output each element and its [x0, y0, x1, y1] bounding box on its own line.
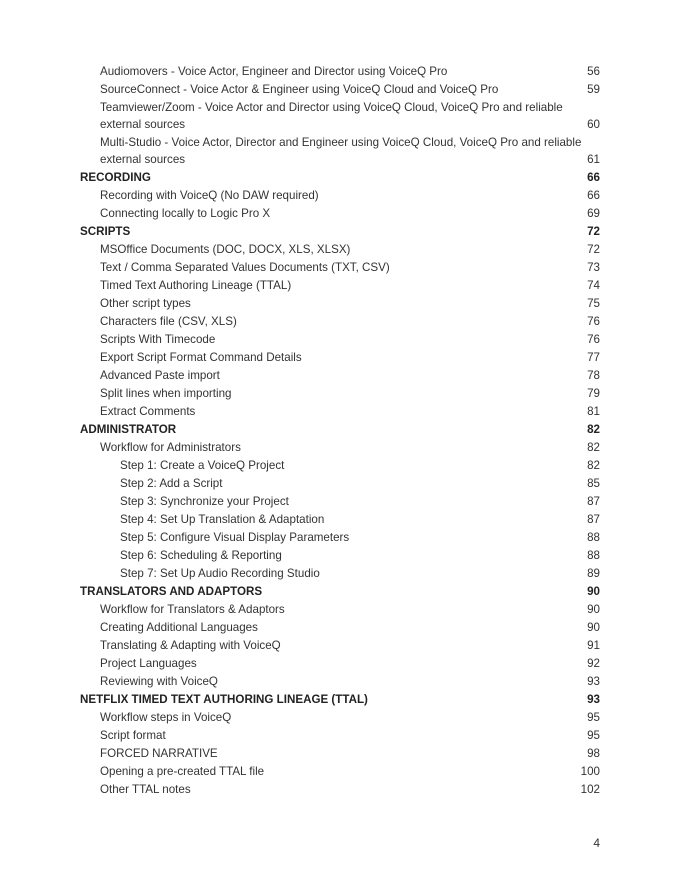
- toc-entry[interactable]: [80, 511, 600, 528]
- toc-entry-title: Recording with VoiceQ (No DAW required): [100, 189, 319, 202]
- page-number: 4: [593, 836, 600, 850]
- toc-entry-page: 74: [587, 279, 600, 292]
- toc-entry-page: 93: [587, 675, 600, 688]
- toc-entry[interactable]: [80, 709, 600, 726]
- toc-entry[interactable]: [80, 565, 600, 582]
- toc-entry[interactable]: [80, 619, 600, 636]
- toc-entry-title: Translating & Adapting with VoiceQ: [100, 639, 281, 652]
- toc-entry-title: Creating Additional Languages: [100, 621, 258, 634]
- toc-entry-title: Connecting locally to Logic Pro X: [100, 207, 271, 220]
- toc-entry-page: 92: [587, 657, 600, 670]
- toc-entry-page: 78: [587, 369, 600, 382]
- toc-entry-title: Audiomovers - Voice Actor, Engineer and Director using VoiceQ Pro: [100, 65, 448, 78]
- toc-entry-page: 95: [587, 729, 600, 742]
- toc-entry-title: TRANSLATORS AND ADAPTORS: [80, 585, 263, 598]
- toc-entry[interactable]: [80, 99, 600, 133]
- toc-entry-page: 102: [580, 783, 600, 796]
- toc-entry-title: SCRIPTS: [80, 225, 131, 238]
- toc-entry-page: 69: [587, 207, 600, 220]
- toc-entry-title: Step 1: Create a VoiceQ Project: [120, 459, 285, 472]
- toc-entry-page: 100: [580, 765, 600, 778]
- toc-entry[interactable]: [80, 727, 600, 744]
- toc-entry[interactable]: [80, 673, 600, 690]
- toc-entry[interactable]: [80, 331, 600, 348]
- toc-entry-page: 81: [587, 405, 600, 418]
- toc-entry[interactable]: [80, 457, 600, 474]
- toc-entry-title: ADMINISTRATOR: [80, 423, 177, 436]
- toc-entry-page: 59: [587, 83, 600, 96]
- toc-entry-page: 88: [587, 531, 600, 544]
- toc-entry-page: 89: [587, 567, 600, 580]
- toc-entry[interactable]: [80, 81, 600, 98]
- toc-entry-page: 61: [587, 153, 600, 166]
- toc-entry-page: 93: [587, 693, 600, 706]
- toc-entry-title: Step 6: Scheduling & Reporting: [120, 549, 282, 562]
- toc-entry[interactable]: [80, 439, 600, 456]
- table-of-contents: [80, 62, 600, 799]
- toc-entry[interactable]: [80, 781, 600, 798]
- toc-entry[interactable]: [80, 763, 600, 780]
- toc-entry[interactable]: [80, 547, 600, 564]
- toc-entry-title: Export Script Format Command Details: [100, 351, 302, 364]
- toc-section-heading[interactable]: [80, 583, 600, 600]
- toc-entry[interactable]: [80, 601, 600, 618]
- toc-entry-page: 91: [587, 639, 600, 652]
- toc-entry[interactable]: [80, 385, 600, 402]
- toc-entry[interactable]: [80, 205, 600, 222]
- toc-entry-title: FORCED NARRATIVE: [100, 747, 218, 760]
- toc-entry[interactable]: [80, 187, 600, 204]
- toc-entry[interactable]: [80, 655, 600, 672]
- toc-entry-title: Text / Comma Separated Values Documents (TXT, CSV): [100, 261, 390, 274]
- toc-entry-title: MSOffice Documents (DOC, DOCX, XLS, XLSX): [100, 243, 351, 256]
- toc-entry-title: Scripts With Timecode: [100, 333, 216, 346]
- toc-entry-page: 73: [587, 261, 600, 274]
- toc-entry-title: Multi-Studio - Voice Actor, Director and Engineer using VoiceQ Cloud, VoiceQ Pro and reliable external sources: [100, 136, 582, 166]
- toc-entry[interactable]: [80, 475, 600, 492]
- toc-entry[interactable]: [80, 241, 600, 258]
- toc-entry-page: 88: [587, 549, 600, 562]
- toc-entry-title: Other script types: [100, 297, 191, 310]
- toc-entry-title: Workflow for Translators & Adaptors: [100, 603, 285, 616]
- toc-entry-page: 56: [587, 65, 600, 78]
- toc-entry[interactable]: [80, 637, 600, 654]
- toc-entry-title: Step 3: Synchronize your Project: [120, 495, 289, 508]
- toc-entry-page: 77: [587, 351, 600, 364]
- toc-entry-title: Workflow for Administrators: [100, 441, 241, 454]
- toc-entry-page: 90: [587, 621, 600, 634]
- toc-entry-page: 98: [587, 747, 600, 760]
- toc-section-heading[interactable]: [80, 691, 600, 708]
- toc-entry[interactable]: [80, 277, 600, 294]
- toc-entry-page: 66: [587, 171, 600, 184]
- toc-entry-title: Extract Comments: [100, 405, 196, 418]
- toc-entry[interactable]: [80, 529, 600, 546]
- toc-entry-page: 79: [587, 387, 600, 400]
- toc-entry-page: 66: [587, 189, 600, 202]
- toc-entry-title: SourceConnect - Voice Actor & Engineer using VoiceQ Cloud and VoiceQ Pro: [100, 83, 499, 96]
- toc-entry[interactable]: [80, 259, 600, 276]
- toc-entry[interactable]: [80, 367, 600, 384]
- toc-entry-title: Workflow steps in VoiceQ: [100, 711, 232, 724]
- toc-entry-title: Step 7: Set Up Audio Recording Studio: [120, 567, 320, 580]
- toc-section-heading[interactable]: [80, 223, 600, 240]
- toc-entry-title: Step 4: Set Up Translation & Adaptation: [120, 513, 325, 526]
- toc-entry-page: 72: [587, 225, 600, 238]
- toc-entry-title: Split lines when importing: [100, 387, 232, 400]
- toc-entry[interactable]: [80, 403, 600, 420]
- toc-entry-page: 60: [587, 118, 600, 131]
- toc-entry-page: 76: [587, 333, 600, 346]
- toc-entry[interactable]: [80, 63, 600, 80]
- toc-entry-page: 75: [587, 297, 600, 310]
- toc-entry-page: 82: [587, 459, 600, 472]
- toc-entry[interactable]: [80, 295, 600, 312]
- toc-entry-title: Other TTAL notes: [100, 783, 191, 796]
- toc-entry-title: Step 2: Add a Script: [120, 477, 223, 490]
- toc-entry-title: Script format: [100, 729, 166, 742]
- toc-entry-page: 82: [587, 441, 600, 454]
- toc-entry-title: RECORDING: [80, 171, 151, 184]
- toc-section-heading[interactable]: [80, 421, 600, 438]
- toc-entry-title: Reviewing with VoiceQ: [100, 675, 218, 688]
- toc-entry-title: Step 5: Configure Visual Display Parameters: [120, 531, 350, 544]
- toc-entry-page: 87: [587, 495, 600, 508]
- toc-entry-page: 76: [587, 315, 600, 328]
- toc-entry-title: NETFLIX TIMED TEXT AUTHORING LINEAGE (TTAL): [80, 693, 368, 706]
- toc-entry[interactable]: [80, 134, 600, 168]
- toc-entry-page: 85: [587, 477, 600, 490]
- toc-entry-page: 87: [587, 513, 600, 526]
- toc-entry-title: Opening a pre-created TTAL file: [100, 765, 265, 778]
- toc-entry[interactable]: [80, 349, 600, 366]
- toc-entry[interactable]: [80, 313, 600, 330]
- toc-entry-title: Teamviewer/Zoom - Voice Actor and Director using VoiceQ Cloud, VoiceQ Pro and reliable external sources: [100, 101, 563, 131]
- toc-entry-title: Characters file (CSV, XLS): [100, 315, 237, 328]
- toc-entry-title: Project Languages: [100, 657, 197, 670]
- toc-entry[interactable]: [80, 745, 600, 762]
- toc-entry-page: 90: [587, 585, 600, 598]
- toc-entry-page: 90: [587, 603, 600, 616]
- toc-entry-title: Advanced Paste import: [100, 369, 220, 382]
- toc-entry[interactable]: [80, 493, 600, 510]
- toc-entry-page: 82: [587, 423, 600, 436]
- toc-section-heading[interactable]: [80, 169, 600, 186]
- toc-entry-page: 72: [587, 243, 600, 256]
- toc-entry-page: 95: [587, 711, 600, 724]
- toc-entry-title: Timed Text Authoring Lineage (TTAL): [100, 279, 292, 292]
